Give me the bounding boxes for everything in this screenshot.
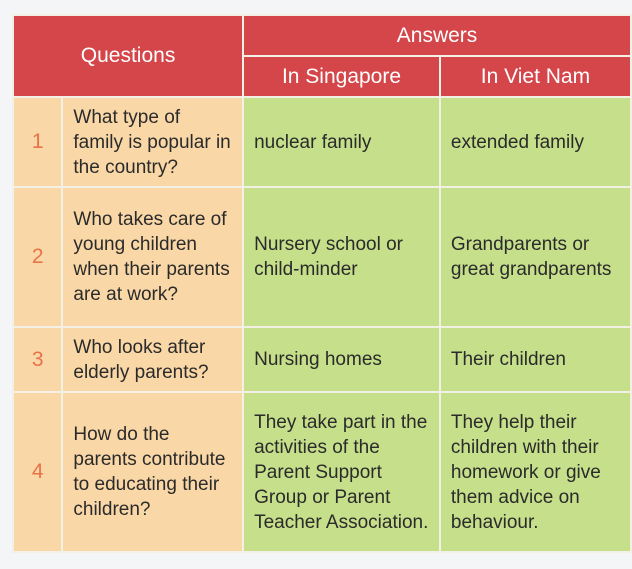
question-cell: Who looks after elderly parents? — [62, 327, 243, 392]
vietnam-answer-cell: extended family — [440, 97, 631, 187]
singapore-answer-cell: nuclear family — [243, 97, 440, 187]
question-cell: What type of family is popular in the country? — [62, 97, 243, 187]
vietnam-answer-cell: Grandparents or great grandparents — [440, 187, 631, 327]
table-row — [13, 327, 631, 392]
vietnam-header: In Viet Nam — [440, 56, 631, 97]
singapore-header: In Singapore — [243, 56, 440, 97]
singapore-answer-cell: They take part in the activities of the Parent Support Group or Parent Teacher Association. — [243, 392, 440, 552]
table-row — [13, 97, 631, 187]
questions-header: Questions — [13, 15, 243, 97]
question-cell: Who takes care of young children when their parents are at work? — [62, 187, 243, 327]
question-cell: How do the parents contribute to educating their children? — [62, 392, 243, 552]
singapore-answer-cell: Nursing homes — [243, 327, 440, 392]
answers-header: Answers — [243, 15, 631, 56]
table-row — [13, 392, 631, 552]
table-row — [13, 187, 631, 327]
comparison-table — [12, 14, 632, 553]
header-row-top — [13, 15, 631, 56]
row-number: 4 — [13, 392, 62, 552]
row-number: 1 — [13, 97, 62, 187]
row-number: 3 — [13, 327, 62, 392]
vietnam-answer-cell: Their children — [440, 327, 631, 392]
row-number: 2 — [13, 187, 62, 327]
vietnam-answer-cell: They help their children with their homework or give them advice on behaviour. — [440, 392, 631, 552]
singapore-answer-cell: Nursery school or child-minder — [243, 187, 440, 327]
